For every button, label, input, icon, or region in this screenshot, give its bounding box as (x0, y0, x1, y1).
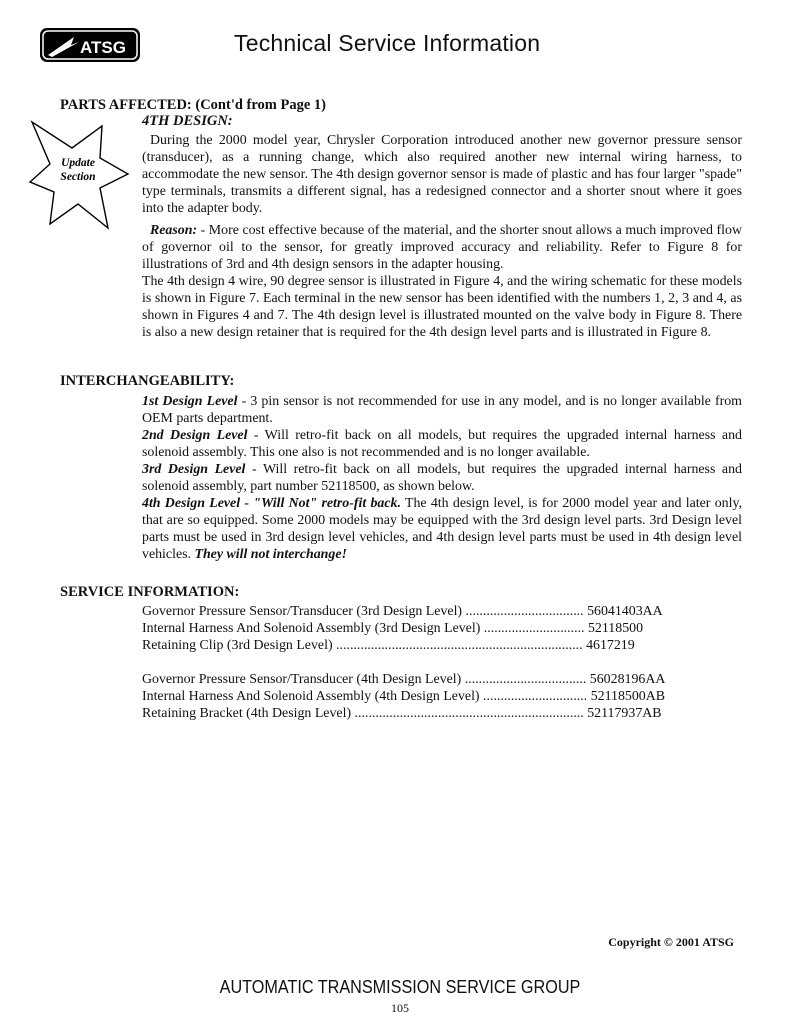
first-design-level-paragraph: 1st Design Level - 3 pin sensor is not recommended for use in any model, and is no longer available from OEM parts department. (142, 394, 742, 426)
badge-line-1: Update (61, 157, 95, 169)
list-item: Retaining Clip (3rd Design Level) ....................................................................... 4617219 (142, 638, 635, 653)
service-information-heading: SERVICE INFORMATION: (60, 584, 240, 600)
copyright-notice: Copyright © 2001 ATSG (608, 935, 734, 949)
part-number: 52118500 (584, 621, 644, 636)
interchangeability-heading: INTERCHANGEABILITY: (60, 373, 235, 389)
fourth-design-level-paragraph: 4th Design Level - "Will Not" retro-fit back. The 4th design level, is for 2000 model year and later only, that are so equipped. Some 2000 models may be equipped with the 3rd design level parts. 3rd Design level parts must be used in 3rd design level vehicles, and 4th design level parts must be used in 4th design level vehicles. They will not interchange! (142, 496, 742, 562)
part-number: 56028196AA (586, 672, 666, 687)
list-item: Governor Pressure Sensor/Transducer (3rd Design Level) .................................. 56041403AA (142, 604, 663, 619)
atsg-logo (38, 26, 142, 64)
fourth-design-parts-list (142, 671, 742, 722)
second-design-level-paragraph: 2nd Design Level - Will retro-fit back on all models, but requires the upgraded internal harness and solenoid assembly. This one also is not recommended and is no longer available. (142, 428, 742, 460)
third-design-level-paragraph: 3rd Design Level - Will retro-fit back on all models, but requires the upgraded internal harness and solenoid assembly, part number 52118500, as shown below. (142, 462, 742, 494)
parts-affected-heading: PARTS AFFECTED: (Cont'd from Page 1) (60, 97, 326, 113)
list-item: Governor Pressure Sensor/Transducer (4th Design Level) ................................... 56028196AA (142, 672, 666, 687)
reason-paragraph: Reason: - More cost effective because of the material, and the shorter snout allows a much improved flow of governor oil to the sensor, for greatly improved accuracy and reliability. Refer to Figure 8 for illustrations of 3rd and 4th design sensors in the adapter housing. (142, 223, 742, 272)
footer-organization: AUTOMATIC TRANSMISSION SERVICE GROUP (219, 977, 581, 997)
page-title: Technical Service Information (234, 30, 541, 56)
badge-line-2: Section (60, 171, 96, 183)
page-number: 105 (391, 1001, 409, 1015)
fourth-design-paragraph: During the 2000 model year, Chrysler Corporation introduced another new governor pressure sensor (transducer), as a running change, which also required another new internal wiring harness, to accommodate the new sensor. The 4th design governor sensor is made of plastic and has four larger "spade" type terminals, transmits a different signal, has a redesigned connector and a shorter snout where it goes into the adapter body. (142, 133, 742, 216)
update-section-star-badge (28, 118, 132, 232)
part-number: 56041403AA (583, 604, 663, 619)
list-item: Internal Harness And Solenoid Assembly (4th Design Level) .............................. 52118500AB (142, 689, 666, 704)
part-number: 4617219 (582, 638, 635, 653)
logo-text: ATSG (80, 38, 126, 57)
list-item: Internal Harness And Solenoid Assembly (3rd Design Level) ............................. 52118500 (142, 621, 644, 636)
part-number: 52117937AB (583, 706, 662, 721)
wiring-paragraph: The 4th design 4 wire, 90 degree sensor is illustrated in Figure 4, and the wiring schematic for these models is shown in Figure 7. Each terminal in the new sensor has been identified with the numbers 1, 2, 3 and 4, as shown in Figures 4 and 7. The 4th design level is illustrated mounted on the valve body in Figure 8. There is also a new design retainer that is required for the 4th design level parts and is illustrated in Figure 8. (142, 274, 742, 340)
fourth-design-subheading: 4TH DESIGN: (142, 113, 233, 129)
list-item: Retaining Bracket (4th Design Level) .................................................................. 52117937AB (142, 706, 662, 721)
third-design-parts-list (142, 603, 742, 654)
part-number: 52118500AB (587, 689, 666, 704)
